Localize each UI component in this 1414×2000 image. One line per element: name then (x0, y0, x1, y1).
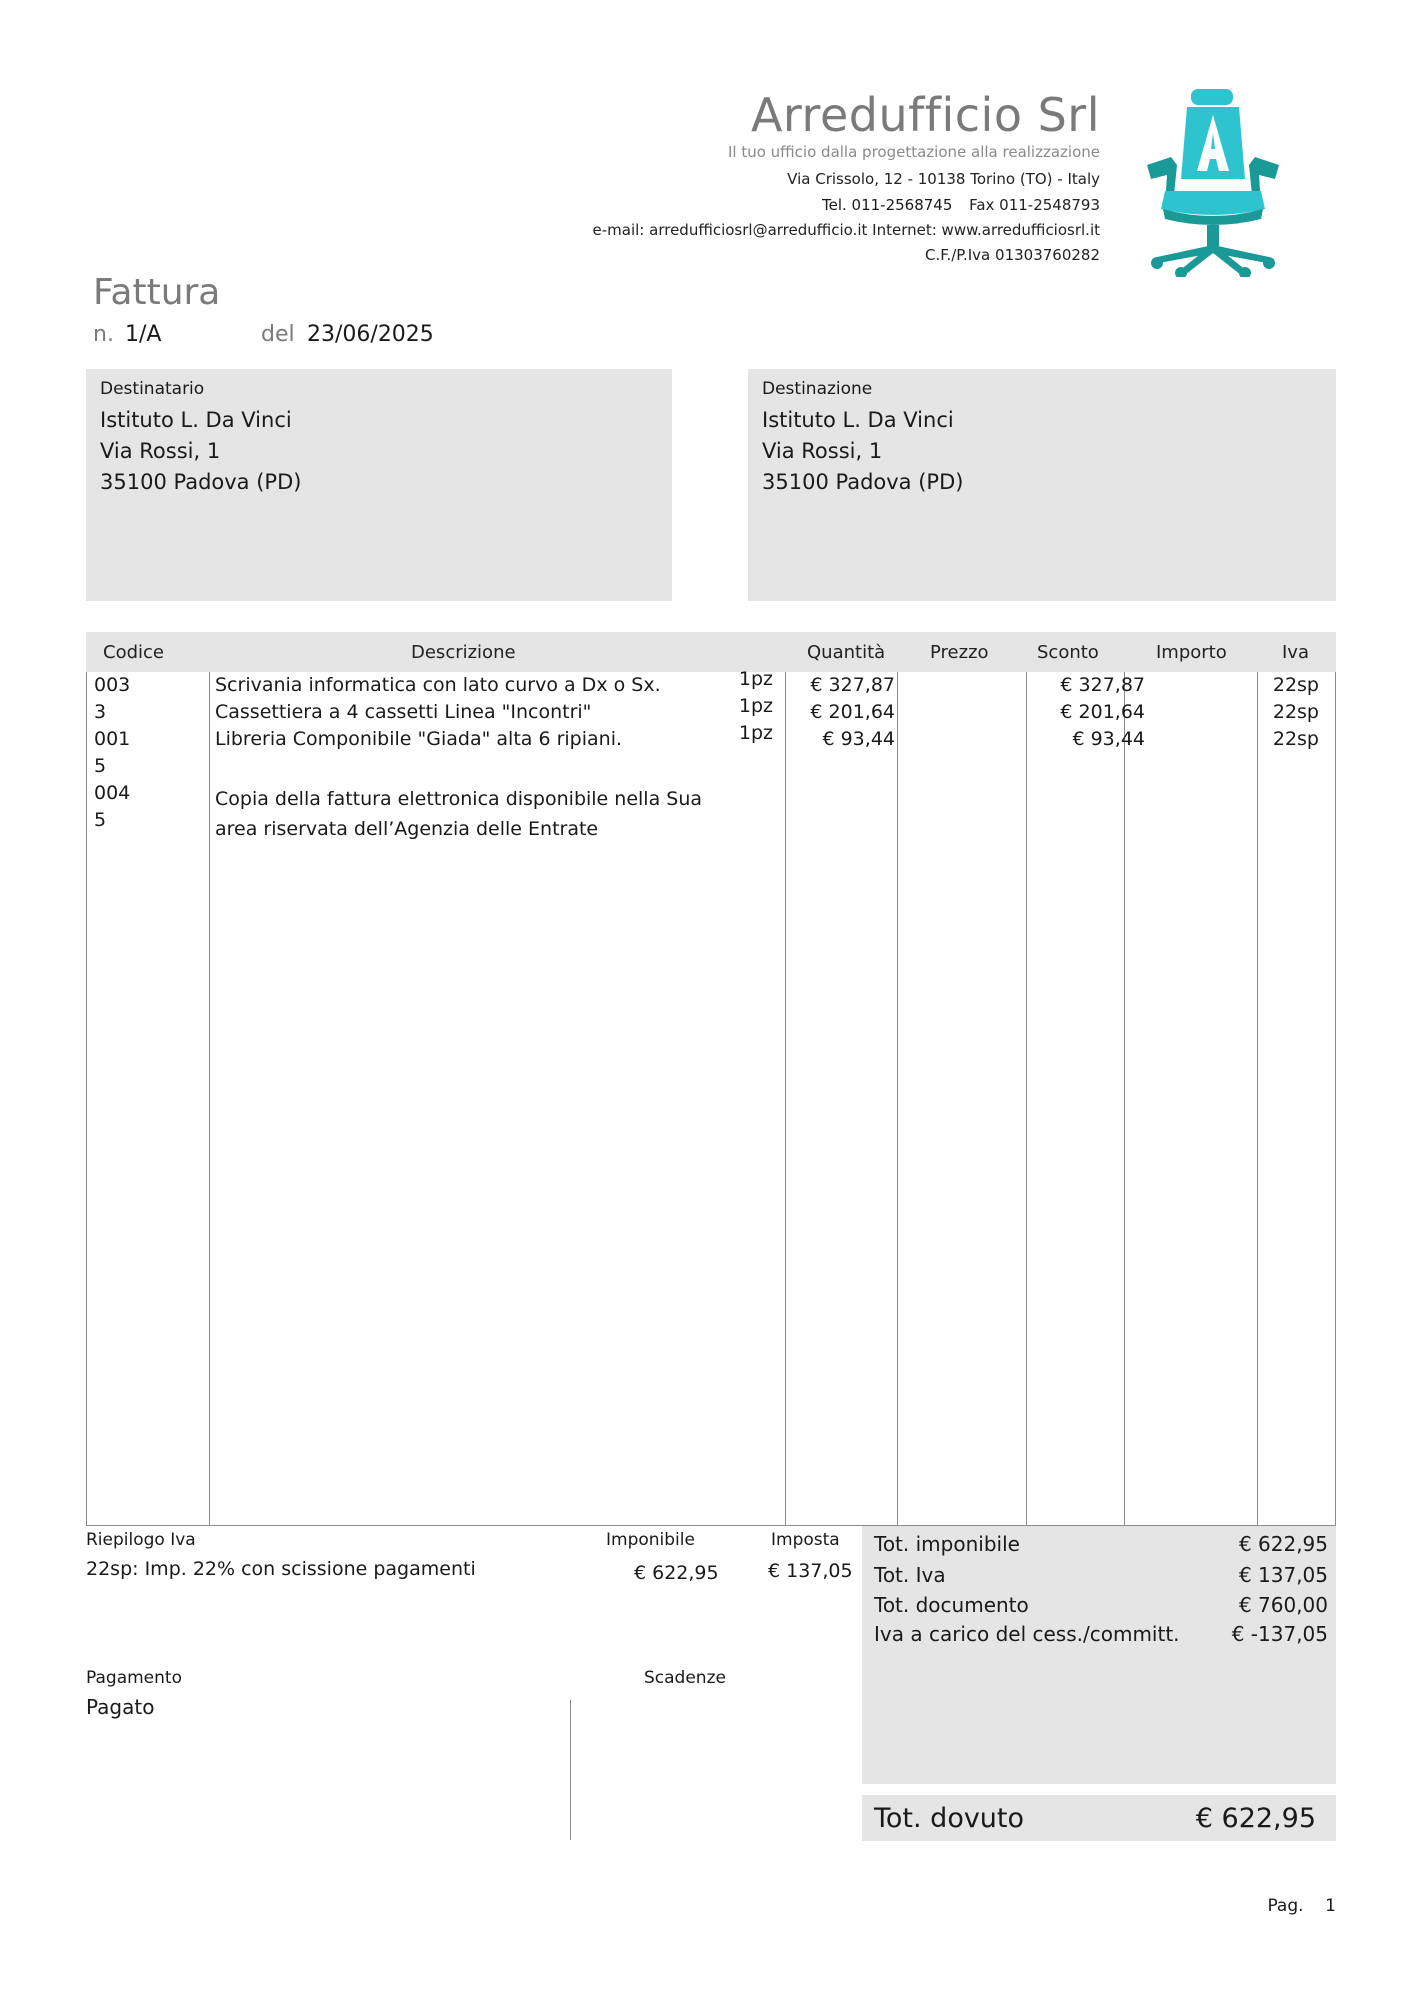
vat-summary-title: Riepilogo Iva (86, 1530, 196, 1550)
company-vat: C.F./P.Iva 01303760282 (925, 246, 1100, 264)
item-description: Cassettiera a 4 cassetti Linea "Incontri" (215, 701, 592, 723)
company-tel: Tel. 011-2568745 (822, 196, 953, 214)
document-number-label: n. (93, 322, 114, 347)
header-vat: Iva (1282, 642, 1309, 663)
item-codes: 003 3 001 5 004 5 (94, 674, 131, 831)
vat-summary-row-label: 22sp: Imp. 22% con scissione pagamenti (86, 1558, 476, 1580)
payment-title: Pagamento (86, 1668, 182, 1688)
item-quantity: 1pz (738, 668, 773, 690)
item-amount: € 201,64 (1060, 701, 1145, 723)
document-date: 23/06/2025 (307, 322, 434, 347)
item-descriptions (215, 672, 661, 753)
company-contacts: e-mail: arredufficiosrl@arredufficio.it Internet: www.arredufficiosrl.it (592, 221, 1100, 239)
header-quantity: Quantità (807, 642, 886, 663)
company-address: Via Crissolo, 12 - 10138 Torino (TO) - Italy (787, 170, 1100, 188)
header-code: Codice (103, 642, 164, 663)
recipient-address: Istituto L. Da Vinci Via Rossi, 1 35100 Padova (PD) (100, 408, 302, 494)
einvoice-note: Copia della fattura elettronica disponibile nella Sua area riservata dell’Agenzia delle Entrate (215, 788, 703, 840)
company-name: Arredufficio Srl (750, 88, 1100, 142)
destination-box (748, 369, 1336, 601)
payment-value: Pagato (86, 1695, 155, 1719)
item-amount: € 327,87 (1060, 674, 1145, 696)
item-quantity: 1pz (738, 695, 773, 717)
item-price: € 327,87 (810, 674, 895, 696)
total-due-box (862, 1795, 1336, 1841)
company-fax: Fax 011-2548793 (969, 196, 1100, 214)
item-vat: 22sp (1272, 728, 1319, 750)
document-date-label: del (261, 322, 295, 347)
item-quantities (739, 666, 773, 747)
office-chair-logo-icon (1143, 87, 1283, 277)
item-quantity: 1pz (738, 722, 773, 744)
item-vat: 22sp (1272, 674, 1319, 696)
recipient-box (86, 369, 672, 601)
item-description: Libreria Componibile "Giada" alta 6 ripiani. (215, 728, 623, 750)
vat-summary-row-taxable: € 622,95 (634, 1562, 719, 1584)
schedule-title: Scadenze (644, 1668, 726, 1688)
destination-title: Destinazione (762, 379, 873, 399)
vat-summary-taxable-label: Imponibile (606, 1530, 695, 1550)
header-amount: Importo (1156, 642, 1227, 663)
totals-box (862, 1526, 1336, 1784)
item-amount: € 93,44 (1072, 728, 1145, 750)
item-prices (810, 672, 895, 753)
vat-summary-tax-label: Imposta (771, 1530, 840, 1550)
header-description: Descrizione (411, 642, 516, 663)
item-vat-codes (1273, 672, 1319, 753)
item-vat: 22sp (1272, 701, 1319, 723)
destination-address: Istituto L. Da Vinci Via Rossi, 1 35100 Padova (PD) (762, 408, 964, 494)
item-description: Scrivania informatica con lato curvo a Dx o Sx. (215, 674, 661, 696)
item-price: € 201,64 (810, 701, 895, 723)
items-table-body (86, 668, 1336, 1526)
total-due-value: € 622,95 (1195, 1803, 1316, 1834)
total-taxable: Tot. imponibile € 622,95 (874, 1532, 1328, 1556)
total-document: Tot. documento € 760,00 (874, 1593, 1328, 1617)
vat-summary-row-tax: € 137,05 (768, 1560, 853, 1582)
schedule-divider (570, 1700, 571, 1840)
item-amounts (1060, 672, 1145, 753)
page-number: Pag. 1 (1267, 1896, 1336, 1916)
item-price: € 93,44 (822, 728, 895, 750)
items-table-header (86, 632, 1336, 672)
recipient-title: Destinatario (100, 379, 205, 399)
document-number: 1/A (125, 322, 162, 347)
company-tagline: Il tuo ufficio dalla progettazione alla realizzazione (727, 143, 1100, 161)
total-due-label: Tot. dovuto (874, 1803, 1025, 1834)
header-price: Prezzo (930, 642, 989, 663)
total-vat: Tot. Iva € 137,05 (874, 1563, 1328, 1587)
total-split-payment-vat: Iva a carico del cess./committ. € -137,05 (874, 1622, 1328, 1646)
header-discount: Sconto (1037, 642, 1099, 663)
document-title: Fattura (93, 272, 221, 313)
